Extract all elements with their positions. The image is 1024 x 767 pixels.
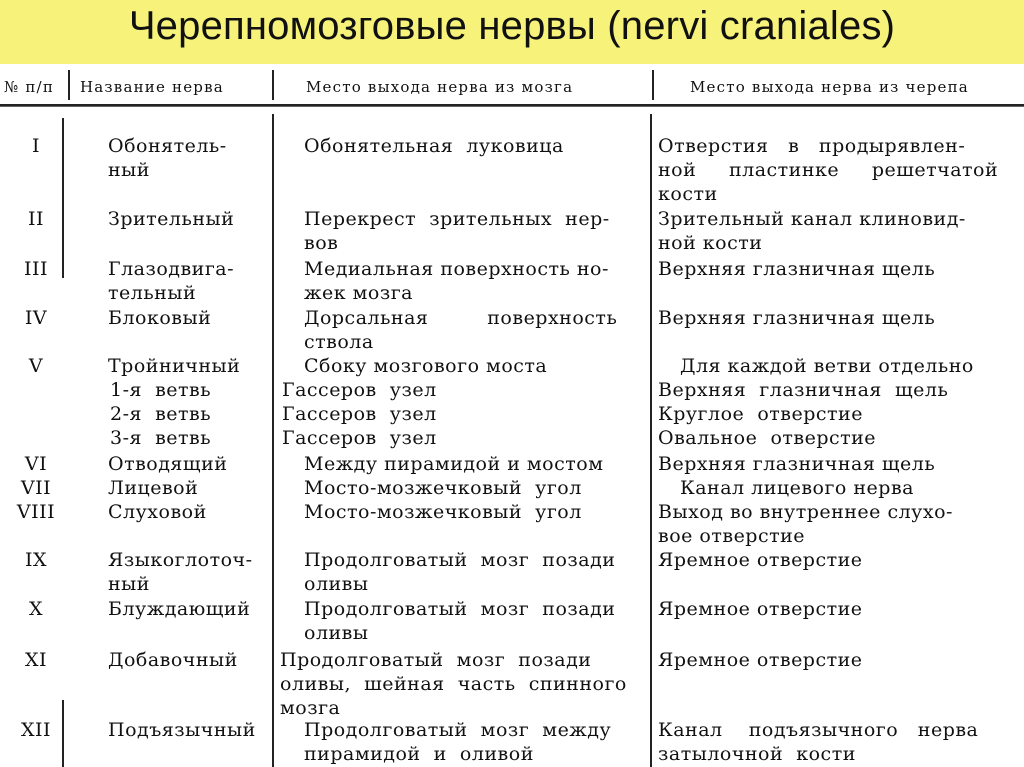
skull-exit-site: Зрительный канал клиновид- ной кости bbox=[658, 208, 966, 254]
skull-exit-site: Овальное отверстие bbox=[658, 427, 877, 449]
nerve-number: VII bbox=[20, 477, 52, 499]
nerve-name: 2-я ветвь bbox=[110, 403, 212, 425]
brain-exit-site: Гассеров узел bbox=[282, 427, 437, 449]
skull-exit-site: Верхняя глазничная щель bbox=[658, 258, 936, 280]
brain-exit-site: Сбоку мозгового моста bbox=[304, 355, 548, 377]
brain-exit-site: Медиальная поверхность но- жек мозга bbox=[304, 258, 609, 304]
nerve-number: XI bbox=[24, 649, 48, 671]
header-divider-shadow bbox=[0, 106, 1024, 107]
nerve-number: XII bbox=[20, 719, 52, 741]
skull-exit-site: Канал подъязычного нерва затылочной кости bbox=[658, 719, 979, 765]
nerve-name: 3-я ветвь bbox=[110, 427, 212, 449]
column-divider bbox=[650, 114, 652, 767]
brain-exit-site: Продолговатый мозг между пирамидой и оливой bbox=[304, 719, 612, 765]
header-brain-exit: Место выхода нерва из мозга bbox=[306, 78, 574, 96]
nerve-number: X bbox=[28, 598, 44, 620]
nerve-name: Зрительный bbox=[108, 208, 235, 230]
skull-exit-site: Выход во внутреннее слухо- вое отверстие bbox=[658, 501, 953, 547]
skull-exit-site: Яремное отверстие bbox=[658, 649, 863, 671]
brain-exit-site: Гассеров узел bbox=[282, 379, 437, 401]
brain-exit-site: Гассеров узел bbox=[282, 403, 437, 425]
skull-exit-site: Яремное отверстие bbox=[658, 598, 863, 620]
nerve-number: IV bbox=[24, 307, 48, 329]
brain-exit-site: Между пирамидой и мостом bbox=[304, 453, 604, 475]
brain-exit-site: Продолговатый мозг позади оливы bbox=[304, 549, 616, 595]
nerve-name: Тройничный bbox=[108, 355, 241, 377]
nerve-name: Блоковый bbox=[108, 307, 212, 329]
nerve-number: I bbox=[31, 135, 40, 157]
nerve-name: 1-я ветвь bbox=[110, 379, 212, 401]
nerve-number: II bbox=[27, 208, 44, 230]
brain-exit-site: Перекрест зрительных нер- вов bbox=[304, 208, 610, 254]
skull-exit-site: Верхняя глазничная щель bbox=[658, 307, 936, 329]
nerve-name: Отводящий bbox=[108, 453, 228, 475]
column-divider bbox=[272, 114, 274, 767]
brain-exit-site: Дорсальная поверхность ствола bbox=[304, 307, 618, 353]
skull-exit-site: Отверстия в продырявлен- ной пластинке решетчатой кости bbox=[658, 135, 999, 205]
header-skull-exit: Место выхода нерва из черепа bbox=[690, 78, 969, 96]
brain-exit-site: Продолговатый мозг позади оливы bbox=[304, 598, 616, 644]
skull-exit-site: Для каждой ветви отдельно bbox=[680, 355, 974, 377]
nerve-name: Блуждающий bbox=[108, 598, 251, 620]
skull-exit-site: Верхняя глазничная щель bbox=[658, 453, 936, 475]
nerve-name: Лицевой bbox=[108, 477, 199, 499]
skull-exit-site: Яремное отверстие bbox=[658, 549, 863, 571]
column-divider bbox=[272, 70, 274, 100]
nerve-number: V bbox=[28, 355, 44, 377]
nerve-number: III bbox=[23, 258, 49, 280]
nerve-number: IX bbox=[24, 549, 48, 571]
brain-exit-site: Продолговатый мозг позади оливы, шейная часть спинного мозга bbox=[280, 649, 627, 719]
nerve-name: Подъязычный bbox=[108, 719, 256, 741]
nerve-name: Языкоглоточ- ный bbox=[108, 549, 253, 595]
brain-exit-site: Обонятельная луковица bbox=[304, 135, 564, 157]
title-bar bbox=[0, 0, 1024, 64]
column-divider bbox=[68, 70, 70, 100]
brain-exit-site: Мосто-мозжечковый угол bbox=[304, 501, 582, 523]
skull-exit-site: Канал лицевого нерва bbox=[680, 477, 914, 499]
nerve-number: VI bbox=[24, 453, 48, 475]
nerve-name: Слуховой bbox=[108, 501, 207, 523]
skull-exit-site: Верхняя глазничная щель bbox=[658, 379, 949, 401]
nerve-number: VIII bbox=[16, 501, 56, 523]
header-num: № п/п bbox=[4, 78, 55, 96]
brain-exit-site: Мосто-мозжечковый угол bbox=[304, 477, 582, 499]
column-divider bbox=[652, 70, 654, 100]
nerve-name: Добавочный bbox=[108, 649, 238, 671]
header-name: Название нерва bbox=[80, 78, 224, 96]
nerve-name: Обонятель- ный bbox=[108, 135, 227, 181]
page-title: Черепномозговые нервы (nervi craniales) bbox=[128, 4, 896, 48]
skull-exit-site: Круглое отверстие bbox=[658, 403, 863, 425]
nerve-name: Глазодвига- тельный bbox=[108, 258, 235, 304]
